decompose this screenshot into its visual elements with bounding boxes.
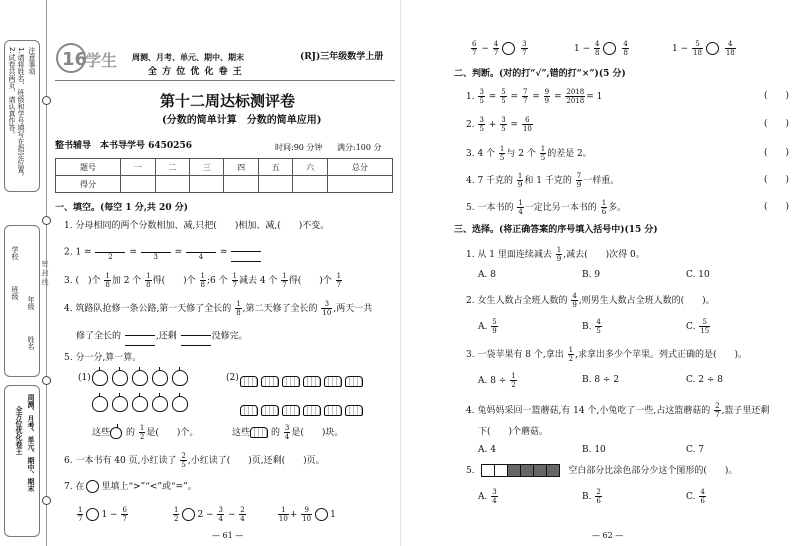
question-4-line-2: 修了全长的 ,还剩 没修完。 [76,326,248,346]
fraction: $\frac{9}{10}$ [302,506,312,523]
fraction: $\frac{3}{5}$ [479,88,484,105]
table-cell: 题号 [56,159,121,176]
answer-blank[interactable] [231,252,261,262]
fraction: $\frac{1}{4}$ [518,199,523,216]
fraction: $\frac{4}{7}$ [493,40,499,57]
fraction: $\frac{9}{9}$ [544,88,550,105]
bar-cell-shaded [520,464,534,477]
fraction: $\frac{2}{4}$ [240,506,245,523]
fraction: $\frac{1}{7}$ [232,272,237,289]
fraction: $\frac{3}{5}$ [501,116,506,133]
table-cell: 四 [224,159,258,176]
grade-label: 年级 [27,296,35,310]
brand-slogan: 全方位优化卷王 [15,406,23,455]
fraction: $\frac{3}{10}$ [322,300,332,317]
score-cell[interactable] [327,176,392,193]
score-cell[interactable] [155,176,189,193]
fraction: $\frac{1}{10}$ [278,506,288,523]
question-2: 2. 1 = 2 = 3 = 4 = [64,242,262,262]
bread-icon [240,376,258,387]
brand-top: 周测、月考、单元、期中、期末 [132,53,244,62]
score-cell[interactable] [293,176,327,193]
compare-circle[interactable] [86,480,99,493]
apple-icon [112,396,128,412]
answer-blank[interactable] [181,326,211,336]
score-table [55,158,393,193]
apple-group [92,370,192,416]
table-row [56,176,393,193]
option-c[interactable]: C. 7 [686,445,705,455]
top-compare-3: 1 − $\frac{5}{18}$ $\frac{4}{18}$ [672,40,735,57]
binding-hole [42,216,51,225]
binding-sidebar [0,0,47,546]
full-score: 满分:100 分 [337,143,382,152]
bread-icon [261,405,279,416]
fraction: $\frac{1}{9}$ [556,246,562,263]
score-cell[interactable] [258,176,292,193]
fraction: 3 [141,243,171,261]
notice-box [4,40,40,192]
judge-2: 2. $\frac{3}{5}$ + $\frac{3}{5}$ = $\frac{6}{10}$ [466,116,532,133]
fraction: $\frac{1}{8}$ [105,272,110,289]
fraction: $\frac{1}{2}$ [174,506,179,523]
fraction: $\frac{2}{5}$ [181,452,186,469]
table-cell: 五 [258,159,292,176]
brand-slogan: 全 方 位 优 化 卷 王 [148,67,243,77]
bread-icon [250,427,268,438]
fraction: $\frac{1}{2}$ [511,372,516,389]
notice-line: 2.试卷共两页，请认真作答。 [8,47,16,138]
answer-blank[interactable] [125,326,155,336]
fraction: $\frac{1}{7}$ [336,272,342,289]
fraction: $\frac{4}{18}$ [725,40,735,57]
q5-left-label: (1) [78,373,91,383]
table-row [56,159,393,176]
judge-answer[interactable]: ( ) [764,119,790,129]
bread-icon [324,376,342,387]
fraction: $\frac{2018}{2018}$ [566,88,585,105]
table-cell: 一 [121,159,155,176]
option-a[interactable]: A. 8 [478,270,496,280]
class-label: 班级 [11,286,19,300]
fraction: $\frac{1}{6}$ [601,199,607,216]
binding-hole [42,96,51,105]
binding-hole [42,376,51,385]
fraction: $\frac{3}{4}$ [284,424,290,441]
apple-icon [132,396,148,412]
fraction: 2 [95,243,125,261]
fraction: $\frac{7}{7}$ [522,88,528,105]
bread-icon [282,376,300,387]
bread-icon [303,376,321,387]
question-3: 3. ( )个 $\frac{1}{8}$ 加 2 个 $\frac{1}{8}$ 得( )个 $\frac{1}{8}$ ;6 个 $\frac{1}{7}$ 减去 4 个 $\frac{1}{7}$ 得( )个 $\frac{1}{7}$ [64,272,342,289]
q7-item-3: $\frac{1}{10}$ + $\frac{9}{10}$ 1 [278,506,336,523]
apple-icon [172,370,188,386]
brand-logo [55,38,135,78]
choice-2: 2. 女生人数占全班人数的 $\frac{4}{9}$ ,则男生人数占全班人数的( )。 [466,292,715,309]
fraction [181,326,211,346]
fraction: $\frac{3}{7}$ [522,40,527,57]
answer-blank[interactable] [141,243,171,253]
fraction: $\frac{1}{9}$ [517,172,523,189]
option-c[interactable]: C. 2 ÷ 8 [686,375,724,385]
option-c[interactable]: C. $\frac{5}{15}$ [686,318,710,335]
judge-answer[interactable]: ( ) [764,148,790,158]
judge-answer[interactable]: ( ) [764,202,790,212]
school-label: 学校 [11,246,19,260]
q5-right-label: (2) [226,373,239,383]
option-a[interactable]: A. 8 ÷ $\frac{1}{2}$ [478,372,516,389]
option-a[interactable]: A. $\frac{5}{9}$ [478,318,497,335]
fraction: $\frac{3}{4}$ [218,506,223,523]
q5-left-answer: 这些 的 $\frac{1}{2}$ 是( )个。 [92,424,199,441]
brand-logo-icon [55,38,135,78]
fraction: $\frac{6}{7}$ [122,506,127,523]
fraction: $\frac{1}{7}$ [282,272,287,289]
judge-answer[interactable]: ( ) [764,91,790,101]
judge-4: 4. 7 千克的 $\frac{1}{9}$ 和 1 千克的 $\frac{7}{9}$ 一样重。 [466,172,620,189]
page-divider [400,0,401,546]
choice-5: 5. 空白部分比涂色部分少这个图形的( )。 [466,466,738,476]
score-cell[interactable] [224,176,258,193]
bread-group [240,372,390,420]
bar-cell-blank [494,464,508,477]
fraction: $\frac{4}{8}$ [623,40,628,57]
notice-line: 1.请将姓名、班级和学号填写在指定位置。 [17,47,25,180]
apple-icon [172,396,188,412]
bread-icon [345,405,363,416]
q7-item-2: $\frac{1}{2}$ 2 − $\frac{3}{4}$ − $\frac{2}{4}$ [174,506,245,523]
series-tag: (RJ)三年级数学上册 [300,52,384,62]
seal-line-text: 密 封 线 [41,260,49,286]
compare-circle[interactable] [86,508,99,521]
table-cell: 总分 [327,159,392,176]
bread-icon [345,376,363,387]
apple-icon [92,370,108,386]
option-c[interactable]: C. 10 [686,270,710,280]
fraction: 4 [186,243,216,261]
apple-icon [110,427,122,439]
page-number-right: — 62 — [592,531,624,540]
compare-circle[interactable] [182,508,195,521]
q2-lead: 2. 1 = [64,247,92,258]
option-a[interactable]: A. $\frac{3}{4}$ [478,488,497,505]
answer-blank[interactable] [181,336,211,346]
bar-cell-shaded [546,464,560,477]
svg-text:16: 16 [62,49,88,70]
fraction: $\frac{5}{5}$ [501,88,506,105]
compare-circle[interactable] [706,42,719,55]
bread-icon [261,376,279,387]
apple-icon [132,370,148,386]
bread-icon [240,405,258,416]
fraction: $\frac{5}{15}$ [700,318,710,335]
score-cell[interactable] [121,176,155,193]
brand-box [4,385,40,537]
fraction: $\frac{1}{8}$ [146,272,151,289]
fraction: $\frac{1}{8}$ [200,272,205,289]
fraction: $\frac{6}{10}$ [522,116,532,133]
option-b[interactable]: B. 10 [582,445,606,455]
exam-time: 时间:90 分钟 [275,143,323,152]
fraction [125,326,155,346]
binding-hole [42,496,51,505]
option-b[interactable]: B. 9 [582,270,601,280]
fraction: $\frac{4}{6}$ [700,488,705,505]
bar-cell-shaded [507,464,521,477]
judge-1: 1. $\frac{3}{5}$ = $\frac{5}{5}$ = $\frac{7}{7}$ = $\frac{9}{9}$ = $\frac{2018}{2018}$ = 1 [466,88,603,105]
compare-circle[interactable] [603,42,616,55]
fraction: $\frac{7}{9}$ [576,172,582,189]
q7-item-1: $\frac{1}{7}$ 1 − $\frac{6}{7}$ [78,506,127,523]
compare-circle[interactable] [502,42,515,55]
table-cell: 六 [293,159,327,176]
fraction: $\frac{3}{5}$ [479,116,484,133]
fraction: $\frac{2}{7}$ [715,402,720,419]
fraction: $\frac{3}{4}$ [492,488,497,505]
page-subtitle: (分数的简单计算 分数的简单应用) [162,115,322,126]
option-a[interactable]: A. 4 [478,445,496,455]
answer-blank[interactable] [231,242,261,252]
guide-label: 整书辅导 本书导学号 6450256 [55,141,192,151]
apple-icon [112,370,128,386]
top-compare-1: $\frac{6}{7}$ − $\frac{4}{7}$ $\frac{3}{7}$ [472,40,527,57]
page-number-left: — 61 — [212,531,244,540]
notice-title: 注意事项 [28,47,36,75]
bread-icon [282,405,300,416]
fraction [231,242,261,262]
option-b[interactable]: B. $\frac{2}{6}$ [582,488,601,505]
section-3-heading: 三、选择。(将正确答案的序号填入括号中)(15 分) [454,225,658,235]
fraction: $\frac{1}{2}$ [139,424,145,441]
fraction: $\frac{6}{7}$ [472,40,477,57]
shaded-bar-figure [481,464,559,477]
judge-5: 5. 一本书的 $\frac{1}{4}$ 一定比另一本书的 $\frac{1}{6}$ 多。 [466,199,627,216]
fraction: $\frac{1}{8}$ [236,300,241,317]
option-b[interactable]: B. $\frac{4}{5}$ [582,318,601,335]
choice-4: 4. 兔妈妈采回一篮蘑菇,有 14 个,小兔吃了一些,占这篮蘑菇的 $\frac{2}{7}$ ,篮子里还剩 [466,402,770,419]
fraction: $\frac{4}{9}$ [572,292,577,309]
fold-line [46,0,47,546]
header-rule [55,80,395,81]
answer-blank[interactable] [125,336,155,346]
fraction: $\frac{1}{5}$ [499,145,505,162]
apple-icon [152,370,168,386]
svg-text:学生: 学生 [85,51,118,70]
bar-cell-shaded [533,464,547,477]
question-7: 7. 在 里填上“>”“<”或“=”。 [64,482,197,492]
student-info-box [4,225,40,377]
bread-icon [303,405,321,416]
fraction: $\frac{1}{5}$ [540,145,546,162]
table-cell: 二 [155,159,189,176]
choice-3: 3. 一袋苹果有 8 个,拿出 $\frac{1}{2}$ ,求拿出多少个苹果。列式正确的是( )。 [466,346,747,363]
compare-circle[interactable] [315,508,328,521]
bar-cell-blank [481,464,495,477]
apple-icon [92,396,108,412]
apple-icon [152,396,168,412]
fraction: $\frac{2}{6}$ [596,488,601,505]
page-title: 第十二周达标测评卷 [160,92,296,110]
answer-blank[interactable] [186,243,216,253]
question-6: 6. 一本书有 40 页,小红读了 $\frac{2}{5}$ ,小红读了( )页,还剩( )页。 [64,452,325,469]
option-b[interactable]: B. 8 ÷ 2 [582,375,620,385]
table-cell: 得分 [56,176,121,193]
choice-1: 1. 从 1 里面连续减去 $\frac{1}{9}$ ,减去( )次得 0。 [466,246,645,263]
brand-small: 周测、月考、单元、期中、期末 [27,394,35,492]
answer-blank[interactable] [95,243,125,253]
fraction: $\frac{5}{9}$ [492,318,497,335]
choice-4-line-2: 下( )个蘑菇。 [478,427,549,437]
option-c[interactable]: C. $\frac{4}{6}$ [686,488,705,505]
name-label: 姓名 [27,336,35,350]
q5-right-answer: 这些 的 $\frac{3}{4}$ 是( )块。 [232,424,344,441]
question-1: 1. 分母相同的两个分数相加、减,只把( )相加、减,( )不变。 [64,221,330,231]
judge-answer[interactable]: ( ) [764,175,790,185]
section-1-heading: 一、填空。(每空 1 分,共 20 分) [55,203,188,213]
fraction: $\frac{4}{5}$ [596,318,601,335]
bread-icon [324,405,342,416]
fraction: $\frac{4}{8}$ [595,40,600,57]
fraction: $\frac{5}{18}$ [693,40,702,57]
question-5: 5. 分一分,算一算。 [64,353,142,363]
top-compare-2: 1 − $\frac{4}{8}$ $\frac{4}{8}$ [574,40,628,57]
section-2-heading: 二、判断。(对的打“√”,错的打“×”)(5 分) [454,69,626,79]
table-cell: 三 [190,159,224,176]
fraction: $\frac{1}{2}$ [568,346,574,363]
fraction: $\frac{1}{7}$ [78,506,83,523]
score-cell[interactable] [190,176,224,193]
question-4: 4. 筑路队抢修一条公路,第一天修了全长的 $\frac{1}{8}$ ,第二天修了全长的 $\frac{3}{10}$ ,两天一共 [64,300,373,317]
judge-3: 3. 4 个 $\frac{1}{5}$ 与 2 个 $\frac{1}{5}$ 的差是 2。 [466,145,592,162]
